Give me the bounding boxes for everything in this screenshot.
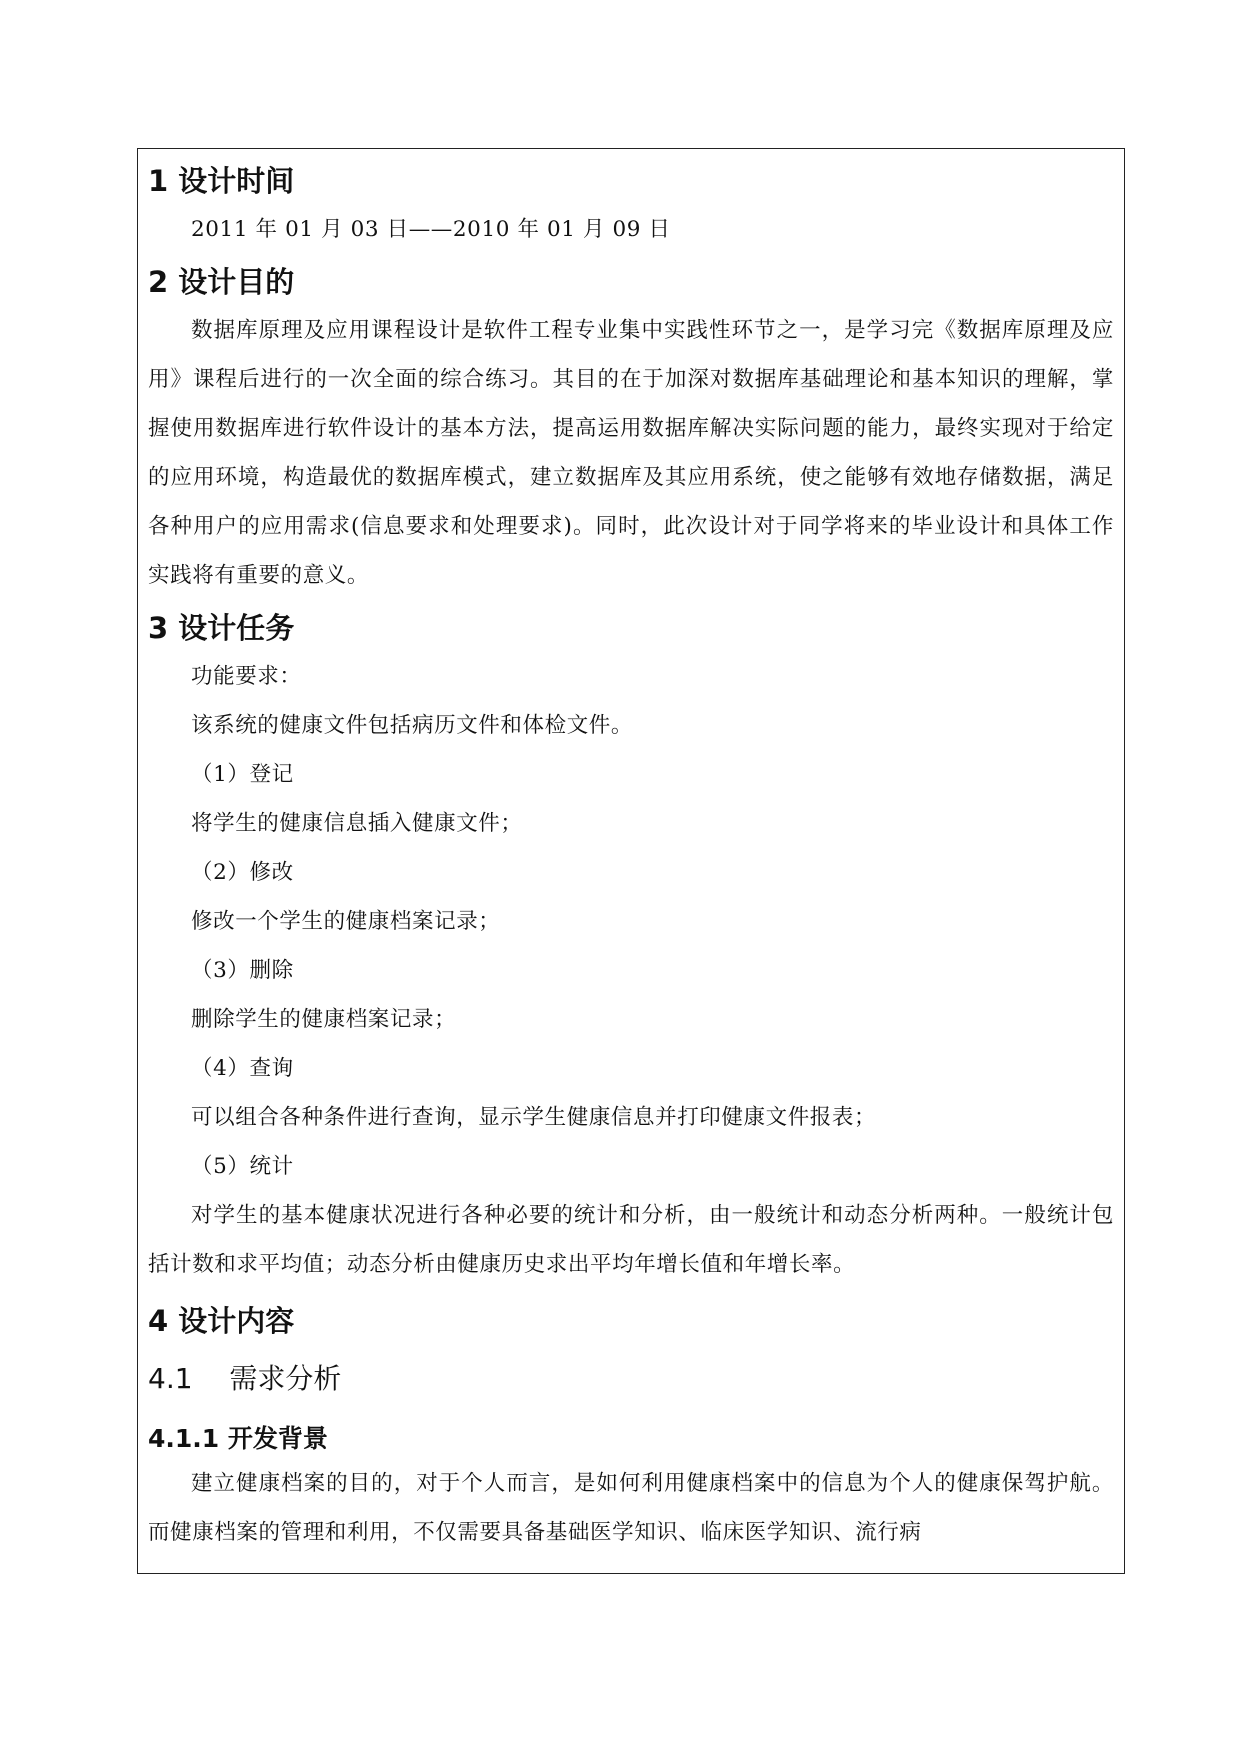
task-line: 可以组合各种条件进行查询，显示学生健康信息并打印健康文件报表；: [191, 1105, 877, 1130]
heading-development-background: 4.1.1 开发背景: [148, 1424, 328, 1453]
task-line: 修改一个学生的健康档案记录；: [191, 909, 501, 934]
heading-design-time: 1 设计时间: [148, 164, 295, 198]
statistics-paragraph: 对学生的基本健康状况进行各种必要的统计和分析，由一般统计和动态分析两种。一般统计包括计数和求平均值；动态分析由健康历史求出平均年增长值和年增长率。: [148, 1203, 1114, 1277]
design-date-range: 2011 年 01 月 03 日——2010 年 01 月 09 日: [191, 217, 671, 242]
task-line: （4）查询: [191, 1056, 294, 1081]
task-line: 删除学生的健康档案记录；: [191, 1007, 457, 1032]
task-line: （1）登记: [191, 762, 294, 787]
heading-design-task: 3 设计任务: [148, 611, 295, 645]
development-background-paragraph: 建立健康档案的目的，对于个人而言，是如何利用健康档案中的信息为个人的健康保驾护航。而健康档案的管理和利用，不仅需要具备基础医学知识、临床医学知识、流行病: [148, 1471, 1114, 1545]
bordered-content-frame: [137, 148, 1125, 1574]
document-body: [148, 161, 1114, 1557]
task-line: 功能要求：: [191, 664, 302, 689]
heading-design-content: 4 设计内容: [148, 1304, 295, 1338]
task-line: （2）修改: [191, 860, 294, 885]
heading-design-purpose: 2 设计目的: [148, 265, 295, 299]
design-purpose-paragraph: 数据库原理及应用课程设计是软件工程专业集中实践性环节之一，是学习完《数据库原理及应用》课程后进行的一次全面的综合练习。其目的在于加深对数据库基础理论和基本知识的理解，掌握使用数据库进行软件设计的基本方法，提高运用数据库解决实际问题的能力，最终实现对于给定的应用环境，构造最优的数据库模式，建立数据库及其应用系统，使之能够有效地存储数据，满足各种用户的应用需求(信息要求和处理要求)。同时，此次设计对于同学将来的毕业设计和具体工作实践将有重要的意义。: [148, 318, 1114, 588]
task-line: （3）删除: [191, 958, 294, 983]
task-line: 该系统的健康文件包括病历文件和体检文件。: [191, 713, 634, 738]
task-line: 将学生的健康信息插入健康文件；: [191, 811, 523, 836]
heading-requirements-analysis: 4.1 需求分析: [148, 1362, 342, 1395]
task-line: （5）统计: [191, 1154, 294, 1179]
